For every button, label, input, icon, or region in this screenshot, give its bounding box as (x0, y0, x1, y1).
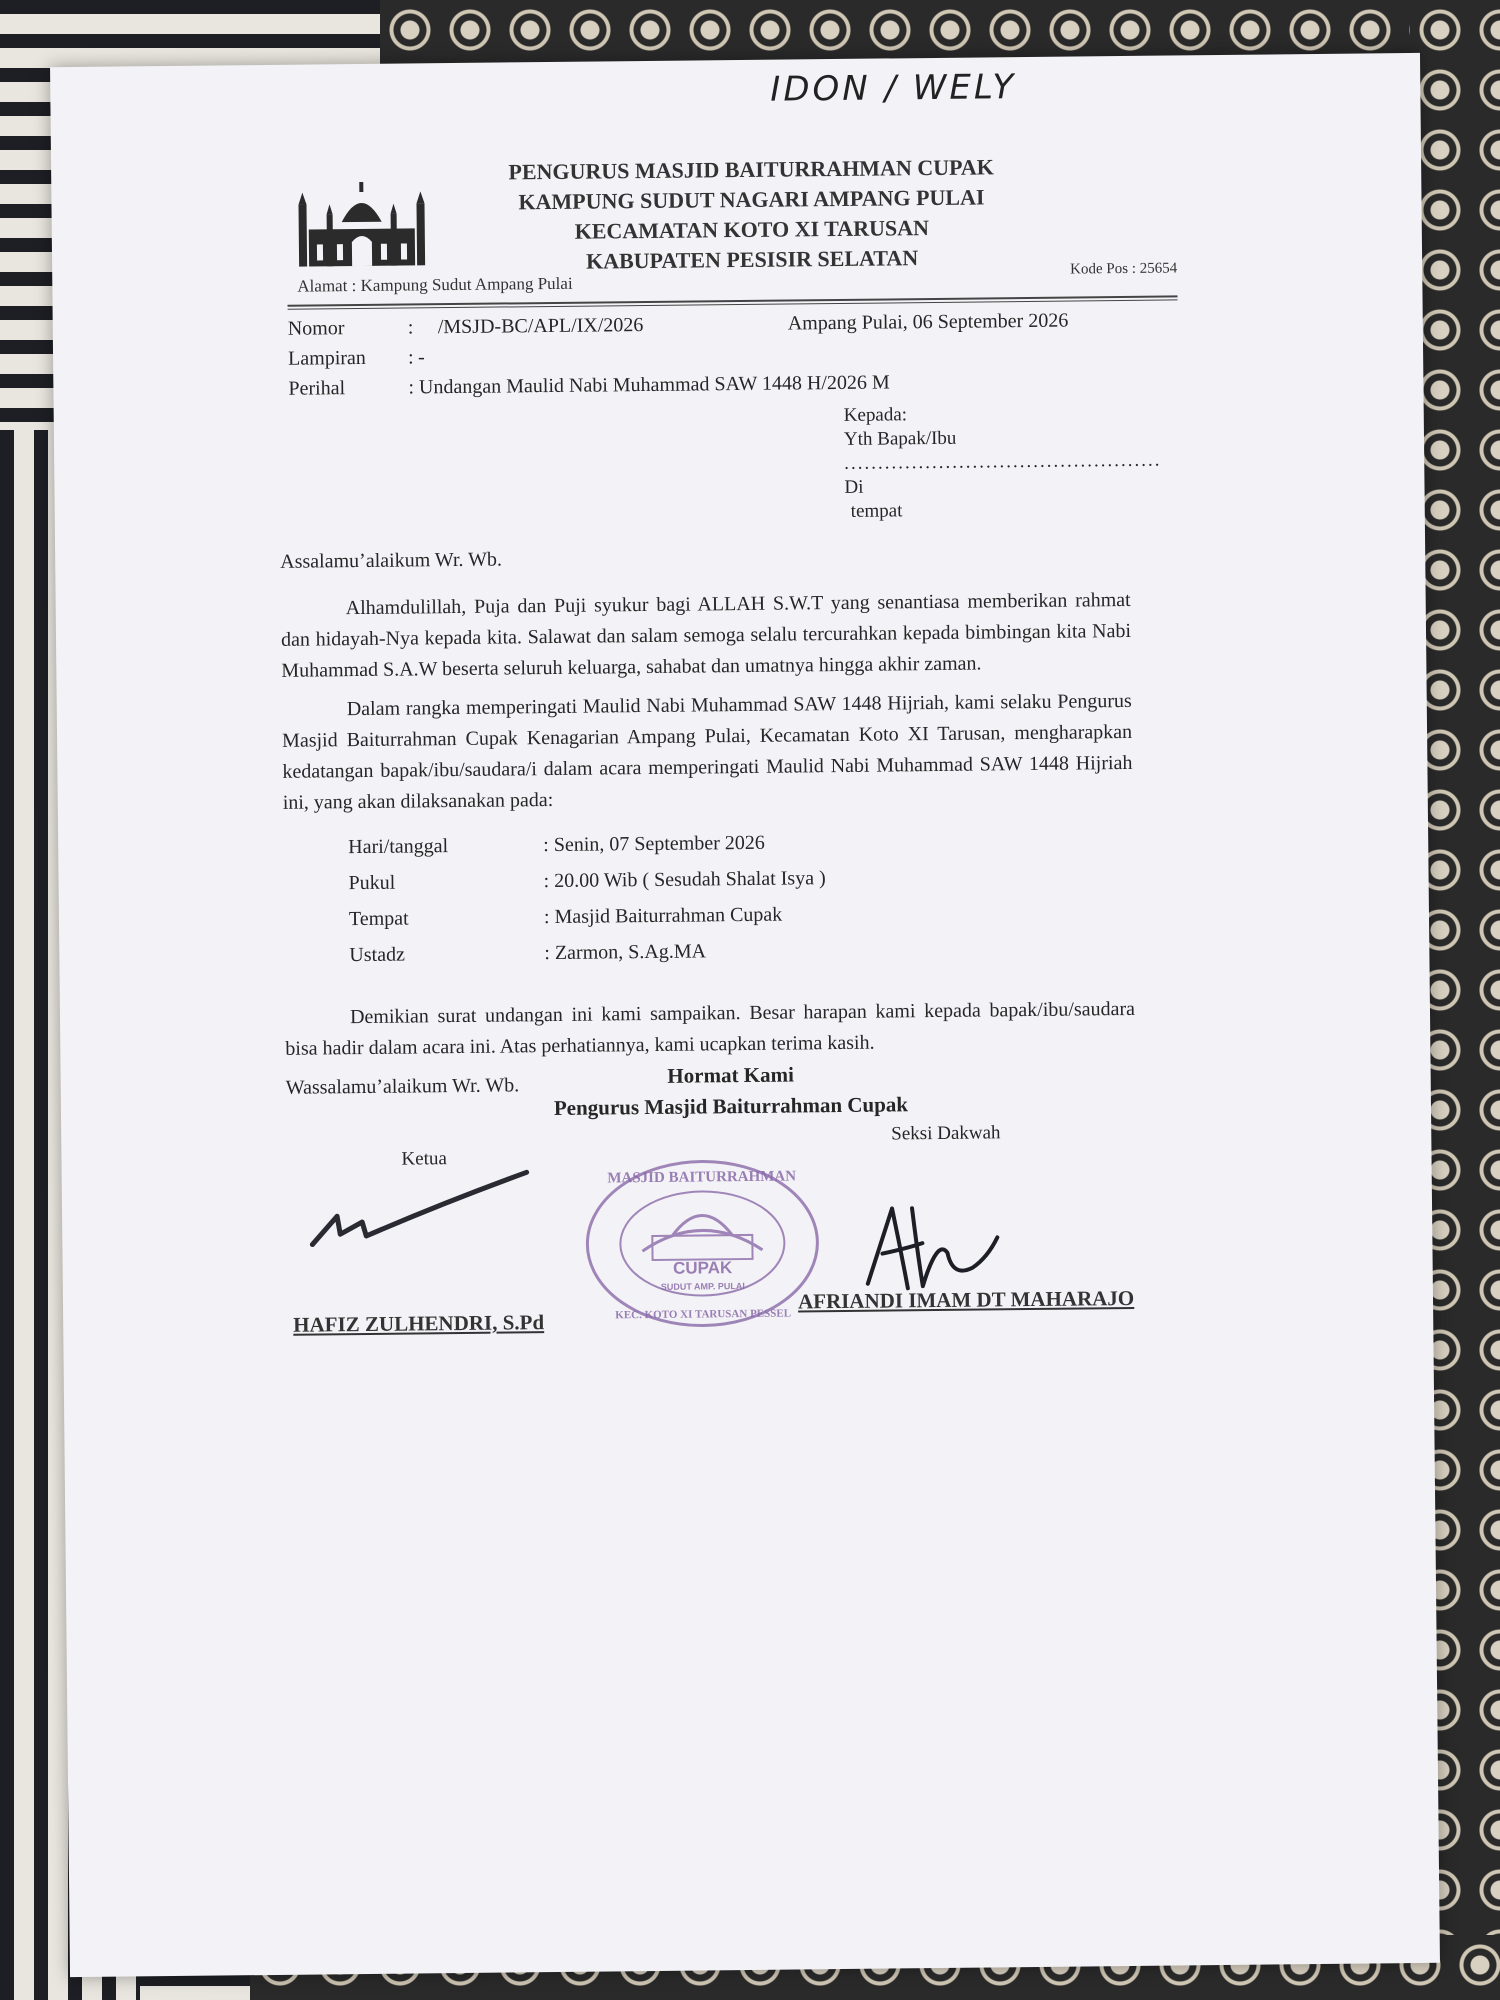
recipient-di: Di (844, 476, 864, 498)
stamp-sub-text: SUDUT AMP. PULAI (660, 1281, 745, 1292)
greeting: Assalamu’alaikum Wr. Wb. (280, 548, 503, 573)
left-signatory-role: Ketua (401, 1148, 447, 1170)
paragraph-3: Demikian surat undangan ini kami sampaikan. Besar harapan kami kepada bapak/ibu/saudara bisa hadir dalam acara ini. Atas perhatiannya, kami ucapkan terima kasih. (285, 997, 1136, 1060)
meta-nomor: Nomor : /MSJD-BC/APL/IX/2026 (287, 314, 644, 340)
letterhead-line-1: PENGURUS MASJID BAITURRAHMAN CUPAK (508, 154, 994, 185)
letter-body (280, 538, 1136, 1120)
meta-lampiran: Lampiran : - (287, 346, 425, 370)
postal-code: Kode Pos : 25654 (1070, 260, 1178, 278)
stamp-bottom-text: KEC. KOTO XI TARUSAN PESSEL (615, 1307, 792, 1322)
closing-hormat: Hormat Kami (667, 1062, 795, 1088)
handwritten-note: IDON / WELY (770, 67, 1017, 110)
place-date: Ampang Pulai, 06 September 2026 (787, 309, 1069, 335)
perihal-value: Undangan Maulid Nabi Muhammad SAW 1448 H/2026 M (418, 371, 890, 399)
letterhead (451, 152, 1052, 278)
right-signatory-role: Seksi Dakwah (891, 1122, 1001, 1145)
detail-row: Tempat : Masjid Baiturrahman Cupak (348, 903, 783, 931)
left-signature (302, 1162, 543, 1255)
letter-paper (50, 53, 1440, 1977)
recipient-kepada: Kepada: (843, 404, 908, 426)
right-signatory-name: AFRIANDI IMAM DT MAHARAJO (797, 1285, 1135, 1314)
detail-row: Pukul : 20.00 Wib ( Sesudah Shalat Isya ) (348, 867, 826, 895)
recipient-tempat: tempat (850, 500, 903, 522)
stamp-seal (581, 1154, 823, 1332)
stamp-center-text: CUPAK (672, 1258, 733, 1278)
letterhead-line-3: KECAMATAN KOTO XI TARUSAN (574, 215, 930, 244)
meta-perihal: Perihal : Undangan Maulid Nabi Muhammad SAW 1448 H/2026 M (288, 371, 890, 400)
recipient-blank: ............................................... (844, 449, 1162, 474)
letterhead-address: Alamat : Kampung Sudut Ampang Pulai (297, 273, 573, 296)
closing-block (520, 1058, 941, 1124)
lampiran-value: - (417, 346, 425, 369)
event-details (348, 824, 1134, 976)
stamp-top-text: MASJID BAITURRAHMAN (607, 1168, 797, 1187)
closing-org: Pengurus Masjid Baiturrahman Cupak (553, 1092, 909, 1121)
mosque-icon (296, 173, 427, 274)
detail-row: Ustadz : Zarmon, S.Ag.MA (349, 940, 707, 967)
right-signature (862, 1197, 1003, 1298)
recipient-block (844, 401, 1162, 524)
paragraph-2: Dalam rangka memperingati Maulid Nabi Muhammad SAW 1448 Hijriah, kami selaku Pengurus Masjid Baiturrahman Cupak Kenagarian Ampang Pulai, Kecamatan Koto XI Tarusan, mengharapkan kedatangan bapak/ibu/saudara/i dalam acara memperingati Maulid Nabi Muhammad SAW 1448 Hijriah ini, yang akan dilaksanakan pada: (281, 689, 1133, 814)
recipient-name-line: Yth Bapak/Ibu (843, 427, 957, 450)
detail-row: Hari/tanggal : Senin, 07 September 2026 (348, 831, 765, 859)
paragraph-1: Alhamdulillah, Puja dan Puji syukur bagi ALLAH S.W.T yang senantiasa memberikan rahmat dan hidayah-Nya kepada kita. Salawat dan salam semoga selalu tercurahkan kepada bimbingan kita Nabi Muhammad S.A.W beserta seluruh keluarga, sahabat dan umatnya hingga akhir zaman. (280, 588, 1132, 682)
farewell: Wassalamu’alaikum Wr. Wb. (285, 1074, 520, 1099)
letterhead-line-2: KAMPUNG SUDUT NAGARI AMPANG PULAI (518, 184, 985, 215)
left-signatory-name: HAFIZ ZULHENDRI, S.Pd (293, 1310, 545, 1337)
nomor-value: /MSJD-BC/APL/IX/2026 (437, 314, 644, 339)
letterhead-line-4: KABUPATEN PESISIR SELATAN (585, 245, 919, 274)
